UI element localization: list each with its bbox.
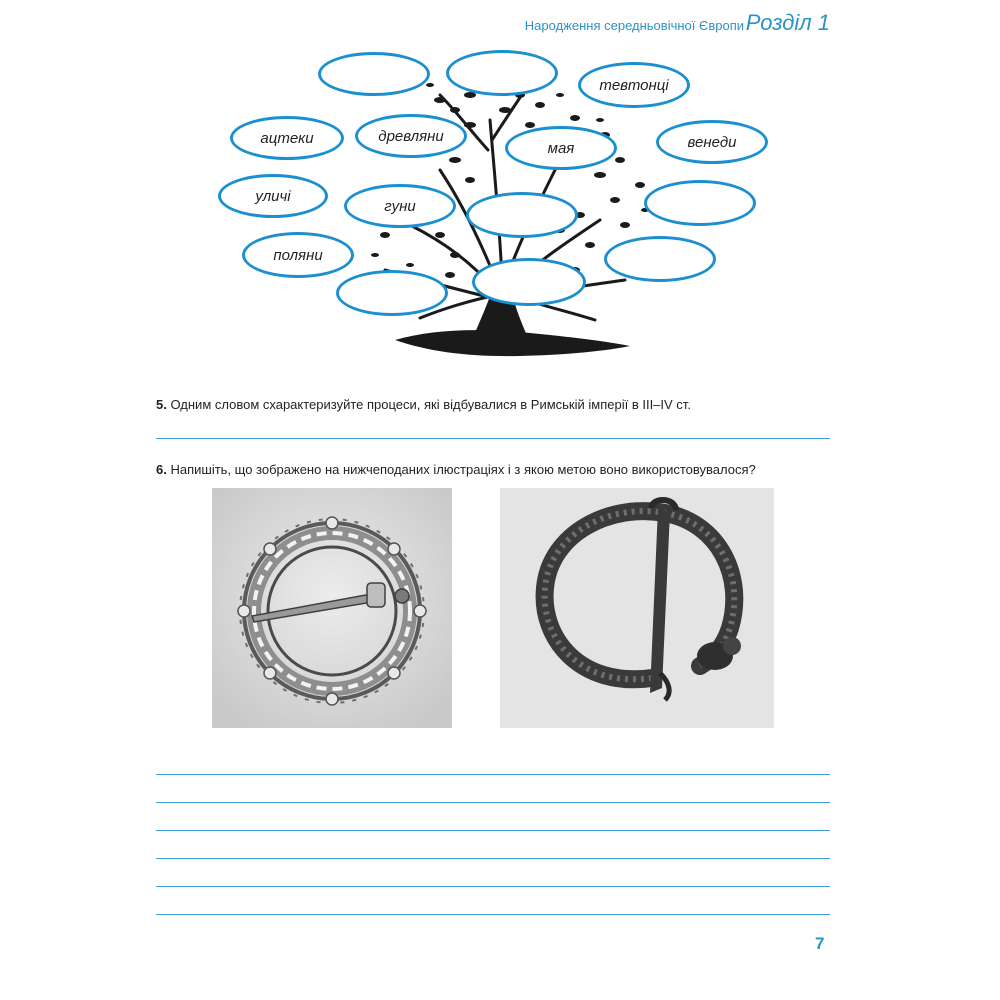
section-label: Розділ 1 [745, 10, 830, 35]
oval-blank[interactable] [446, 50, 558, 96]
question-5 [156, 397, 691, 412]
oval-guny[interactable] [344, 184, 456, 228]
question-6 [156, 462, 756, 477]
oval-atsteky[interactable] [230, 116, 344, 160]
question-6-number: 6. [156, 462, 167, 477]
oval-maya[interactable] [505, 126, 617, 170]
oval-blank[interactable] [644, 180, 756, 226]
oval-label: поляни [273, 246, 323, 264]
oval-venedy[interactable] [656, 120, 768, 164]
answer-line-q5[interactable] [156, 438, 830, 439]
oval-blank[interactable] [336, 270, 448, 316]
oval-blank[interactable] [604, 236, 716, 282]
oval-tevtontsi[interactable] [578, 62, 690, 108]
question-5-number: 5. [156, 397, 167, 412]
oval-blank[interactable] [318, 52, 430, 96]
oval-label: венеди [687, 133, 737, 151]
ornate-brooch-photo [212, 488, 452, 728]
oval-label: тевтонці [599, 76, 669, 94]
oval-ulychi[interactable] [218, 174, 328, 218]
question-5-text: Одним словом схарактеризуйте процеси, які відбувалися в Римській імперії в III–IV ст. [170, 397, 691, 412]
chapter-title: Народження середньовічної Європи [524, 18, 744, 33]
oval-label: уличі [255, 187, 291, 205]
oval-label: мая [547, 139, 575, 157]
oval-poliany[interactable] [242, 232, 354, 278]
answer-line-q6-6[interactable] [156, 914, 830, 915]
answer-line-q6-2[interactable] [156, 802, 830, 803]
question-6-text: Напишіть, що зображено на нижчеподаних ілюстраціях і з якою метою воно використовувалося? [170, 462, 756, 477]
answer-line-q6-1[interactable] [156, 774, 830, 775]
answer-line-q6-4[interactable] [156, 858, 830, 859]
oval-blank[interactable] [466, 192, 578, 238]
oval-label: древляни [378, 127, 444, 145]
penannular-brooch-photo [500, 488, 774, 728]
oval-label: гуни [384, 197, 416, 215]
page-number: 7 [815, 934, 825, 953]
oval-blank[interactable] [472, 258, 586, 306]
answer-line-q6-3[interactable] [156, 830, 830, 831]
oval-drevliany[interactable] [355, 114, 467, 158]
answer-line-q6-5[interactable] [156, 886, 830, 887]
oval-label: ацтеки [260, 129, 314, 147]
